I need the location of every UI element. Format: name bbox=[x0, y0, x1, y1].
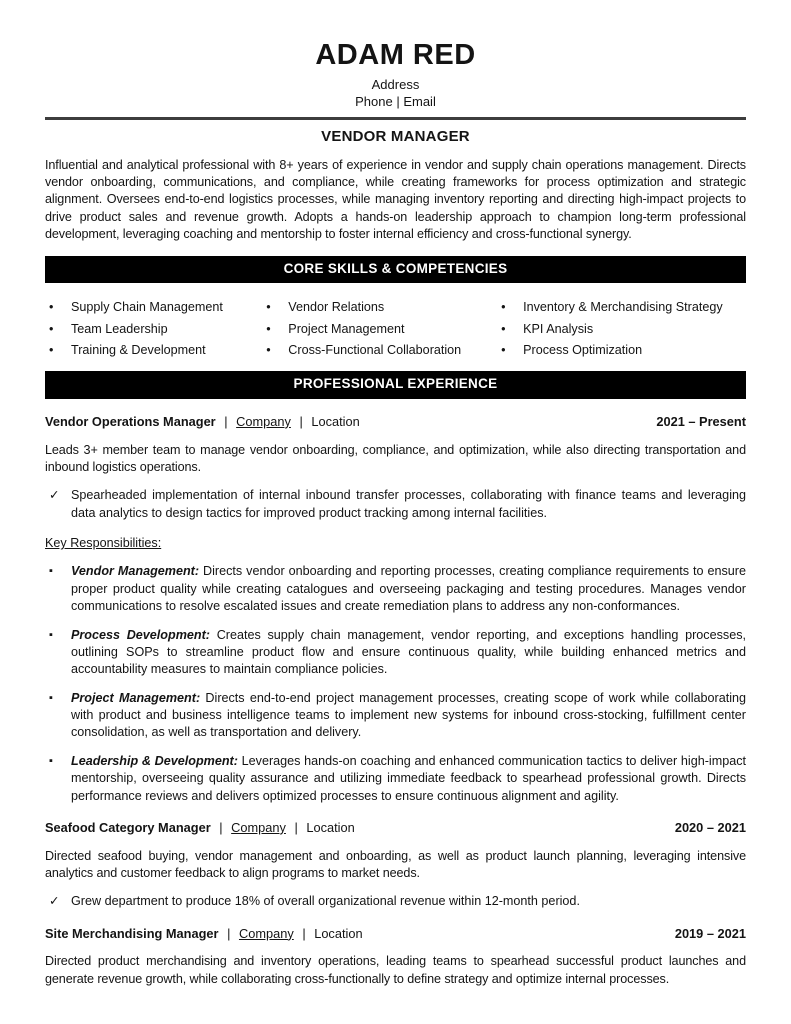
bullet-icon: • bbox=[266, 321, 271, 336]
professional-summary: Influential and analytical professional with 8+ years of experience in vendor and supply chain operations management. Directs vendor onboarding, communications, and compliance, while creating frameworks for process optimization and strategic alignment. Oversees end-to-end logistics processes, while managing inventory reporting and directing high-impact projects to drive product sales and revenue growth. Adopts a hands-on leadership approach to champion long-term professional development, leveraging coaching and mentorship to foster internal efficiency and cross-functional synergy. bbox=[45, 157, 746, 242]
skill-item bbox=[497, 299, 746, 316]
job-title-line bbox=[45, 819, 355, 837]
job-title: Seafood Category Manager bbox=[45, 819, 211, 835]
separator: | bbox=[224, 413, 228, 429]
skill-label: Training & Development bbox=[71, 342, 206, 357]
skill-label: Inventory & Merchandising Strategy bbox=[523, 300, 723, 315]
separator: | bbox=[302, 925, 306, 941]
bullet-icon: • bbox=[49, 342, 54, 357]
job-summary: Directed seafood buying, vendor management and onboarding, as well as product launch planning, leveraging intensive analytics and customer feedback to align programs to market needs. bbox=[45, 848, 746, 880]
job-header bbox=[45, 925, 746, 943]
skill-label: Cross-Functional Collaboration bbox=[288, 342, 462, 357]
separator: | bbox=[227, 925, 231, 941]
bullet-icon: • bbox=[49, 321, 54, 336]
checkmark-icon: ✓ bbox=[49, 488, 60, 503]
skill-label: Supply Chain Management bbox=[71, 300, 223, 315]
candidate-name: ADAM RED bbox=[315, 39, 476, 71]
responsibility-body: Directs end-to-end project management processes, creating scope of work while collaborating with product and business intelligence teams to implement new systems for inbound cross-stocking, fulfillment center consolidation, as well as transportation and delivery. bbox=[71, 690, 747, 740]
company-name: Company bbox=[236, 413, 291, 429]
responsibility-text bbox=[71, 627, 746, 679]
square-bullet-icon: ▪ bbox=[49, 628, 53, 641]
skills-column-1 bbox=[45, 295, 262, 359]
job-summary: Directed product merchandising and inventory operations, leading teams to spearhead successful product launches and generate revenue growth, while collaborating cross-functionally to define strategy and optimize internal processes. bbox=[45, 954, 746, 986]
bullet-icon: • bbox=[266, 342, 271, 357]
separator: | bbox=[299, 413, 303, 429]
skill-item bbox=[262, 321, 497, 338]
skill-item bbox=[45, 342, 262, 359]
separator: | bbox=[219, 819, 223, 835]
responsibility-item bbox=[45, 627, 746, 679]
skill-item bbox=[262, 342, 497, 359]
responsibility-body: Directs vendor onboarding and reporting processes, creating compliance requirements to ensure proper product quality while creating catalogues and overseeing packaging and testing procedures. Manages vendor communications to resolve escalated issues and create remediation plans to address any non-conformances. bbox=[71, 564, 747, 614]
job-title: Vendor Operations Manager bbox=[45, 413, 216, 429]
skill-item bbox=[497, 342, 746, 359]
job-title-line bbox=[45, 925, 363, 943]
section-header-core-skills: CORE SKILLS & COMPETENCIES bbox=[45, 256, 746, 284]
responsibility-item bbox=[45, 563, 746, 615]
bullet-icon: • bbox=[501, 321, 506, 336]
job-dates: 2020 – 2021 bbox=[674, 819, 746, 835]
job-entry-3 bbox=[45, 925, 746, 988]
achievement-text: Spearheaded implementation of internal inbound transfer processes, collaborating with finance teams and leveraging data analytics to design tactics for improved product tracking among internal facilities. bbox=[71, 488, 746, 520]
responsibility-item bbox=[45, 690, 746, 742]
resume-title: VENDOR MANAGER bbox=[321, 127, 470, 145]
separator: | bbox=[294, 819, 298, 835]
skill-label: Process Optimization bbox=[523, 342, 643, 357]
achievement-text: Grew department to produce 18% of overall organizational revenue within 12-month period. bbox=[71, 894, 580, 909]
job-entry-1 bbox=[45, 413, 746, 805]
responsibility-body: Leverages hands-on coaching and enhanced communication tactics to deliver high-impact mentorship, overseeing quality assurance and utilizing immediate feedback to spearhead professional growth. Directs performance reviews and delivers optimized processes to ensure continuous alignment and agility. bbox=[71, 753, 747, 803]
contact-line: Phone | Email bbox=[355, 94, 436, 110]
checkmark-icon: ✓ bbox=[49, 894, 60, 909]
skills-column-3 bbox=[497, 295, 746, 359]
skill-label: Team Leadership bbox=[71, 321, 168, 336]
job-title-line bbox=[45, 413, 360, 431]
responsibility-text bbox=[71, 753, 746, 805]
company-name: Company bbox=[238, 925, 294, 941]
responsibility-text bbox=[71, 563, 746, 615]
achievement-item bbox=[45, 893, 746, 910]
resume-header bbox=[45, 40, 746, 148]
bullet-icon: • bbox=[501, 300, 506, 315]
responsibility-item bbox=[45, 753, 746, 805]
job-dates: 2019 – 2021 bbox=[674, 925, 746, 941]
job-header bbox=[45, 413, 746, 431]
skill-item bbox=[45, 321, 262, 338]
job-title: Site Merchandising Manager bbox=[45, 925, 219, 941]
job-location: Location bbox=[306, 819, 355, 835]
achievement-item bbox=[45, 487, 746, 522]
job-summary: Leads 3+ member team to manage vendor onboarding, compliance, and optimization, while also directing transportation and inbound logistics operations. bbox=[45, 442, 746, 474]
skills-grid bbox=[45, 295, 746, 359]
skill-label: KPI Analysis bbox=[523, 321, 594, 336]
skill-item bbox=[262, 299, 497, 316]
job-entry-2 bbox=[45, 819, 746, 911]
square-bullet-icon: ▪ bbox=[49, 565, 53, 578]
bullet-icon: • bbox=[266, 300, 271, 315]
responsibility-label: Project Management: bbox=[71, 690, 201, 705]
skills-column-2 bbox=[262, 295, 497, 359]
address-line: Address bbox=[371, 76, 420, 92]
job-dates: 2021 – Present bbox=[656, 413, 746, 429]
section-header-professional-experience: PROFESSIONAL EXPERIENCE bbox=[45, 371, 746, 399]
job-location: Location bbox=[314, 925, 363, 941]
job-location: Location bbox=[311, 413, 360, 429]
responsibility-label: Process Development: bbox=[71, 627, 210, 642]
skill-item bbox=[497, 321, 746, 338]
header-divider bbox=[45, 117, 746, 120]
square-bullet-icon: ▪ bbox=[49, 754, 53, 767]
job-header bbox=[45, 819, 746, 837]
responsibility-body: Creates supply chain management, vendor reporting, and exceptions handling processes, outlining SOPs to streamline product flow and ensure continuous quality, while building enhanced metrics and accountability measures to maintain compliance policies. bbox=[71, 627, 746, 677]
responsibility-label: Leadership & Development: bbox=[71, 753, 238, 768]
responsibility-text bbox=[71, 690, 746, 742]
responsibility-label: Vendor Management: bbox=[71, 564, 200, 579]
skill-label: Vendor Relations bbox=[288, 300, 385, 315]
company-name: Company bbox=[231, 819, 286, 835]
skill-item bbox=[45, 299, 262, 316]
bullet-icon: • bbox=[501, 342, 506, 357]
square-bullet-icon: ▪ bbox=[49, 691, 53, 704]
skill-label: Project Management bbox=[288, 321, 405, 336]
key-responsibilities-label: Key Responsibilities: bbox=[45, 536, 162, 551]
bullet-icon: • bbox=[49, 300, 54, 315]
